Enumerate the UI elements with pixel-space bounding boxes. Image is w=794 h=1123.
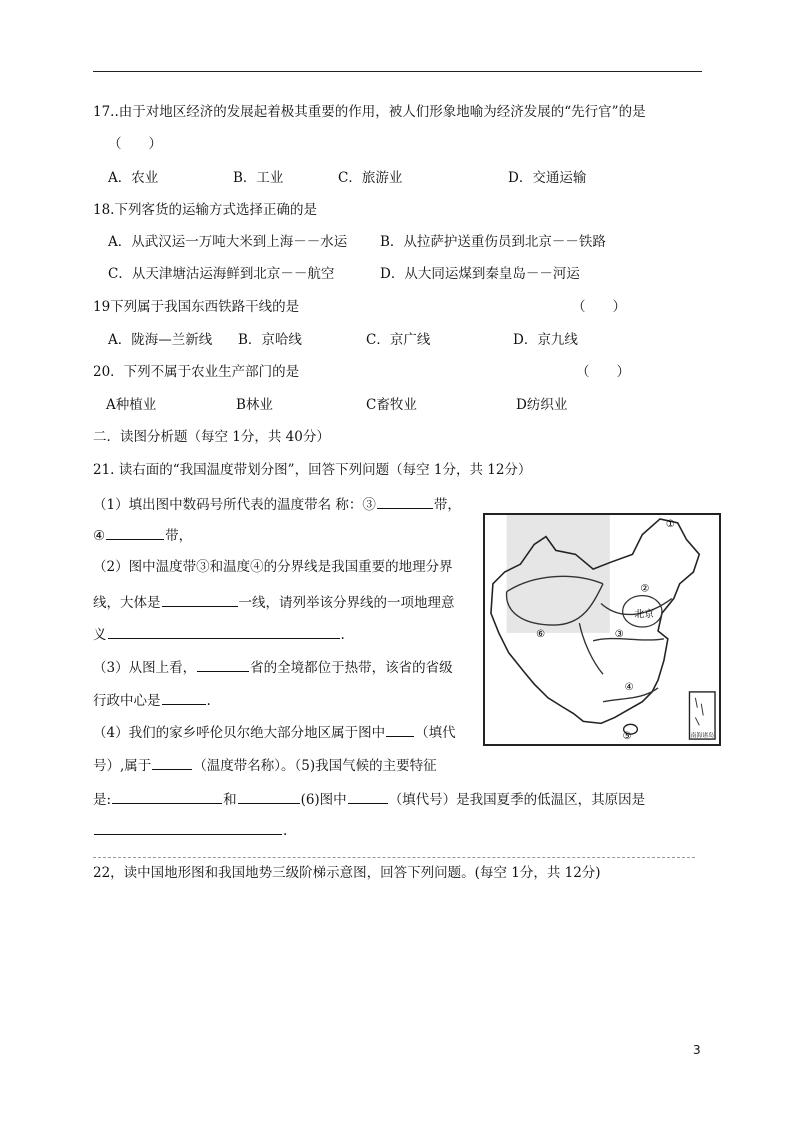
q21-part2-end: . xyxy=(340,627,345,643)
q21-part4-text-c: 号）,属于 xyxy=(93,758,152,774)
q19-option-a: A．陇海—兰新线 xyxy=(108,332,213,348)
map-label-6: ⑥ xyxy=(536,628,545,640)
map-label-1: ① xyxy=(665,518,675,530)
q21-part3-line2 xyxy=(93,690,211,710)
q21-part1-line2 xyxy=(93,525,192,545)
q21-stem: 21. 读右面的“我国温度带划分图”，回答下列问题（每空 1分，共 12分） xyxy=(93,462,532,478)
q21-part4-line2 xyxy=(93,755,437,775)
q21-blank-significance[interactable] xyxy=(108,624,340,639)
q20-option-c: C畜牧业 xyxy=(366,397,417,413)
q21-blank-climate2[interactable] xyxy=(238,789,300,804)
q19-option-b: B．京哈线 xyxy=(238,332,302,348)
q21-part2-text-a: 线，大体是 xyxy=(93,595,161,611)
map-label-inset: 南海诸岛 xyxy=(690,733,714,740)
q21-blank-zone3[interactable] xyxy=(377,494,433,509)
q21-part2-line3 xyxy=(93,624,345,644)
china-map-graphic xyxy=(485,515,719,744)
map-label-5: ⑤ xyxy=(622,731,632,743)
q19-option-c: C．京广线 xyxy=(366,332,431,348)
q18-option-b: B．从拉萨护送重伤员到北京－－铁路 xyxy=(380,234,606,250)
q18-option-a: A．从武汉运一万吨大米到上海－－水运 xyxy=(108,234,348,250)
section-divider xyxy=(93,857,695,858)
south-sea-inset xyxy=(689,692,715,739)
q18-stem: 18.下列客货的运输方式选择正确的是 xyxy=(93,202,317,218)
q21-part3-end: . xyxy=(206,693,211,709)
q20-option-d: D纺织业 xyxy=(516,397,568,413)
q21-part2-line1: （2）图中温度带③和温度④的分界线是我国重要的地理分界 xyxy=(93,559,453,575)
q20-answer-paren: （ ） xyxy=(576,364,630,380)
q21-part4-text-d: （温度带名称）。（5)我国气候的主要特征 xyxy=(193,758,437,774)
q21-blank-climate1[interactable] xyxy=(112,789,222,804)
q21-part6-line2 xyxy=(93,820,287,840)
q21-part4-text-a: （4）我们的家乡呼伦贝尔绝大部分地区属于图中 xyxy=(93,725,386,741)
q21-blank-zone4[interactable] xyxy=(106,525,164,540)
map-label-4: ④ xyxy=(624,681,634,693)
q21-blank-capital[interactable] xyxy=(162,690,206,705)
q21-part1-line1 xyxy=(93,494,461,514)
q19-stem: 19下列属于我国东西铁路干线的是 xyxy=(93,299,300,315)
q21-blank-cold-region[interactable] xyxy=(348,789,388,804)
q17-option-d: D．交通运输 xyxy=(508,170,587,186)
q21-part2-line2 xyxy=(93,592,455,612)
q21-blank-reason[interactable] xyxy=(94,820,282,835)
q21-part1-suffix2: 带， xyxy=(165,528,193,544)
q20-option-a: A种植业 xyxy=(106,397,157,413)
temperature-zone-map xyxy=(483,513,721,746)
q18-option-d: D．从大同运煤到秦皇岛－－河运 xyxy=(380,266,580,282)
q17-stem: 17..由于对地区经济的发展起着极其重要的作用，被人们形象地喻为经济发展的“先行官”的是 xyxy=(93,104,646,120)
q21-part1-suffix: 带， xyxy=(433,497,461,513)
q21-part2-text-c: 义 xyxy=(93,627,107,643)
map-label-2: ② xyxy=(640,583,650,595)
q22-stem: 22，读中国地形图和我国地势三级阶梯示意图，回答下列问题。(每空 1分，共 12分) xyxy=(93,865,601,881)
q21-part1-label4: ④ xyxy=(93,528,106,544)
q21-blank-zone-name[interactable] xyxy=(152,755,192,770)
q21-part6-end: . xyxy=(283,823,288,839)
q21-blank-code[interactable] xyxy=(386,722,414,737)
q21-part4-line1 xyxy=(93,722,456,742)
q17-option-c: C．旅游业 xyxy=(338,170,403,186)
map-label-beijing: 北京 xyxy=(634,609,655,621)
header-rule xyxy=(93,71,702,72)
q21-part5-text-b: 和 xyxy=(223,792,237,808)
q17-option-a: A．农业 xyxy=(108,170,159,186)
q18-option-c: C．从天津塘沽运海鲜到北京－－航空 xyxy=(108,266,335,282)
q21-part3-text-b: 省的全境都位于热带，该省的省级 xyxy=(250,660,453,676)
q21-part1-text: （1）填出图中数码号所代表的温度带名 称：③ xyxy=(93,497,376,513)
q17-answer-paren: （ ） xyxy=(108,136,162,152)
q21-blank-province[interactable] xyxy=(197,657,249,672)
q21-part5-text-a: 是: xyxy=(93,792,112,808)
q20-option-b: B林业 xyxy=(236,397,273,413)
q19-answer-paren: （ ） xyxy=(572,299,626,315)
page-number: 3 xyxy=(693,1043,701,1057)
q21-part3-text-c: 行政中心是 xyxy=(93,693,161,709)
q19-option-d: D．京九线 xyxy=(513,332,578,348)
q21-part5-line xyxy=(93,789,645,809)
map-label-3: ③ xyxy=(614,628,624,640)
q20-stem: 20．下列不属于农业生产部门的是 xyxy=(93,364,300,380)
q21-part3-line1 xyxy=(93,657,453,677)
q21-part6-text-b: （填代号）是我国夏季的低温区，其原因是 xyxy=(388,792,646,808)
zone-boundary-qinling xyxy=(593,639,664,641)
q21-blank-boundary[interactable] xyxy=(162,592,238,607)
q21-part3-text-a: （3）从图上看， xyxy=(93,660,197,676)
q21-part6-text-a: (6)图中 xyxy=(300,792,347,808)
q21-part2-text-b: 一线，请列举该分界线的一项地理意 xyxy=(238,595,455,611)
q17-option-b: B．工业 xyxy=(233,170,284,186)
q21-part4-text-b: （填代 xyxy=(415,725,456,741)
section-2-title: 二．读图分析题（每空 1分，共 40分） xyxy=(93,429,330,445)
